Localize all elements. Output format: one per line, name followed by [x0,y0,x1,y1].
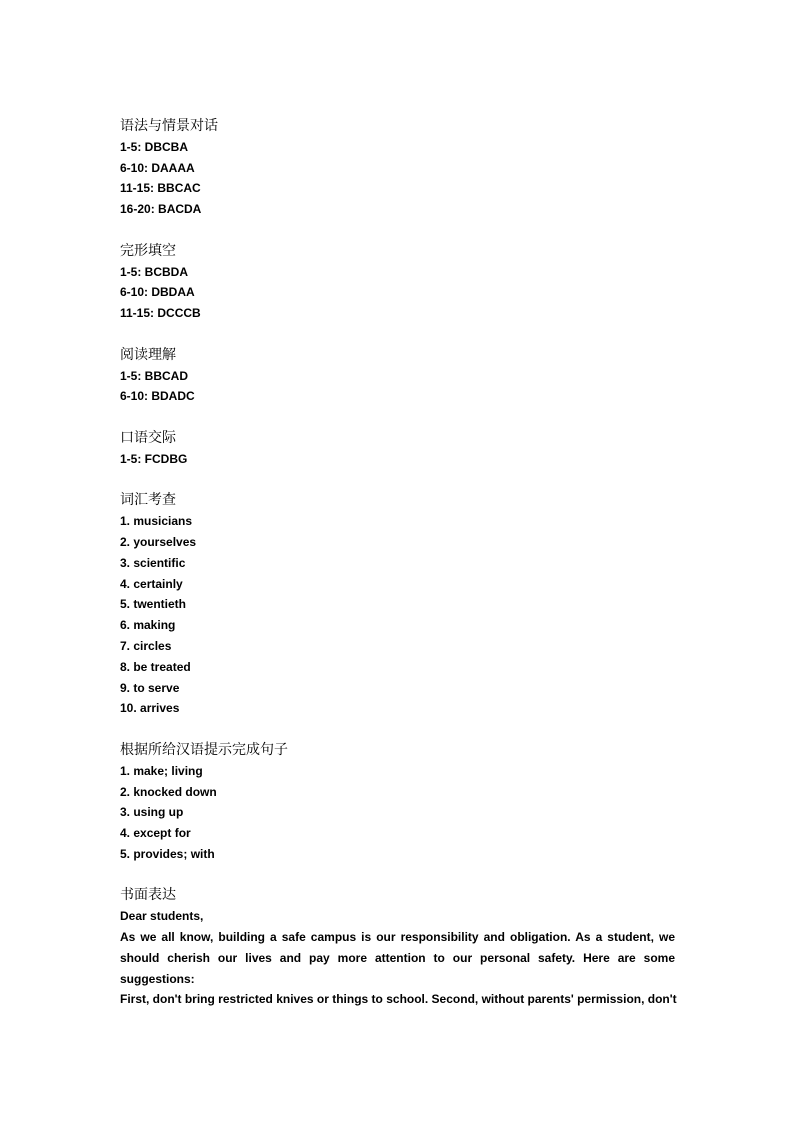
answer-line: 6-10: DAAAA [120,160,195,175]
answer-key-page [120,116,675,1010]
section-title: 书面表达 [120,887,176,904]
answer-line: 3. using up [120,805,184,820]
answer-line: 9. to serve [120,680,180,695]
section-vocabulary [120,490,675,719]
section-grammar [120,116,675,220]
section-reading [120,345,675,407]
answer-line: 8. be treated [120,659,191,674]
answer-line: 10. arrives [120,701,180,716]
section-sentences [120,740,675,865]
answer-line: 6. making [120,618,176,633]
answer-line: 16-20: BACDA [120,202,202,217]
answer-line: 7. circles [120,638,172,653]
letter-greeting: Dear students, [120,909,204,924]
section-title: 完形填空 [120,242,176,259]
answer-line: 1-5: DBCBA [120,139,189,154]
answer-line: 5. provides; with [120,846,215,861]
answer-line: 1. musicians [120,514,193,529]
section-title: 阅读理解 [120,346,176,363]
answer-line: 1. make; living [120,763,203,778]
section-title: 词汇考查 [120,492,176,509]
section-title: 口语交际 [120,429,176,446]
answer-line: 1-5: FCDBG [120,451,188,466]
answer-line: 2. knocked down [120,784,217,799]
section-title: 根据所给汉语提示完成句子 [120,741,288,758]
answer-line: 11-15: DCCCB [120,306,201,321]
letter-paragraph: First, don't bring restricted knives or things to school. Second, without parents' permission, don't [120,992,677,1007]
answer-line: 4. certainly [120,576,183,591]
answer-line: 6-10: BDADC [120,389,195,404]
section-writing [120,885,675,1010]
answer-line: 11-15: BBCAC [120,181,201,196]
answer-line: 6-10: DBDAA [120,285,195,300]
answer-line: 5. twentieth [120,597,187,612]
section-cloze [120,241,675,324]
answer-line: 3. scientific [120,555,186,570]
answer-line: 2. yourselves [120,534,197,549]
letter-paragraph: As we all know, building a safe campus is our responsibility and obligation. As a student, we should cherish our lives and pay more attention to our personal safety. Here are some suggestions: [120,930,675,986]
answer-line: 4. except for [120,826,191,841]
section-title: 语法与情景对话 [120,118,218,134]
answer-line: 1-5: BCBDA [120,264,189,279]
answer-line: 1-5: BBCAD [120,368,189,383]
section-oral [120,428,675,470]
